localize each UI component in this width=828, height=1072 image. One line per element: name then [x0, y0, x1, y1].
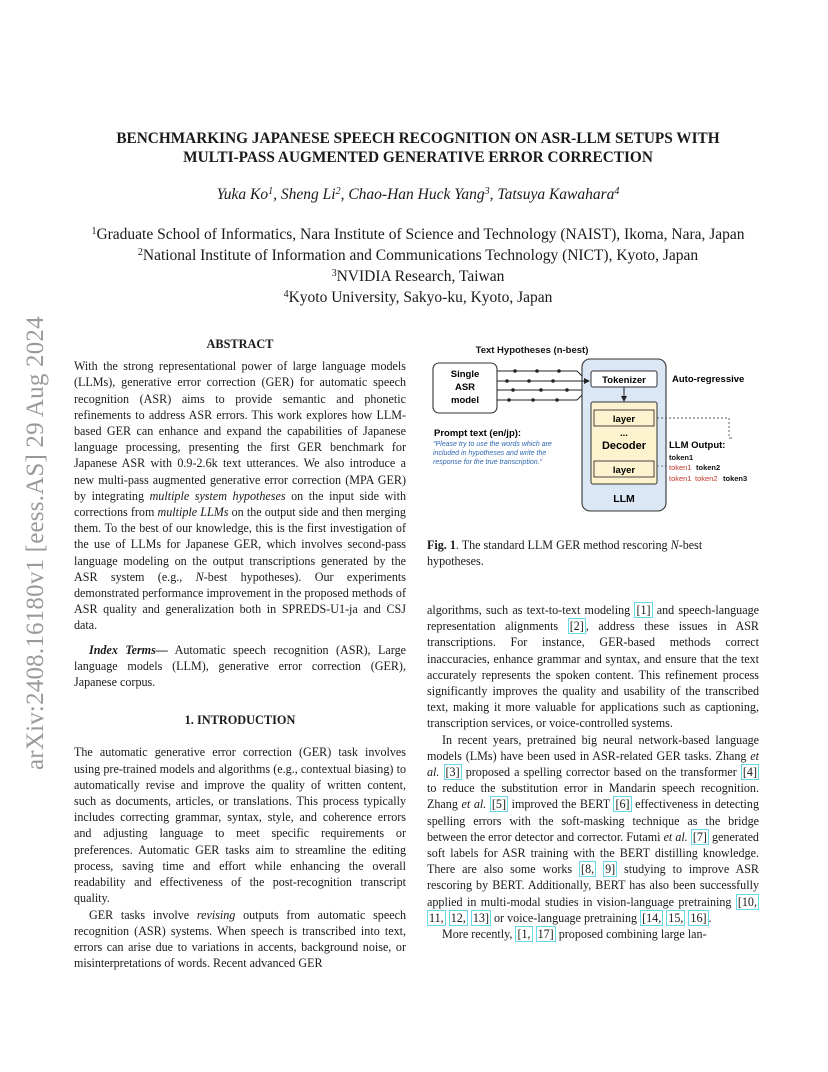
citation-link[interactable]: [14,: [642, 910, 662, 925]
svg-text:...: ...: [620, 428, 628, 439]
svg-text:LLM: LLM: [613, 493, 635, 505]
left-column: [74, 336, 406, 971]
svg-text:ASR: ASR: [454, 382, 476, 393]
title-line-2: MULTI-PASS AUGMENTED GENERATIVE ERROR CORRECTION: [183, 149, 653, 166]
svg-text:token3: token3: [723, 474, 748, 483]
author: Yuka Ko$^1$,: [216, 186, 281, 203]
figure-1: [427, 338, 759, 516]
llm-output-label: LLM Output:: [669, 440, 726, 451]
affiliations: [60, 224, 776, 308]
abstract-body: With the strong representational power of large language models (LLMs), generative error correction (GER) for automatic speech recognition (ASR) aims to provide semantic and phonetic refinements to address ASR errors. This work explores how LLM-based GER can enhance and expand the capabilities of Japanese language processing, presenting the first GER benchmark for Japanese ASR with 0.9-2.6k text utterances. We also introduce a new multi-pass augmented generative error correction (MPA GER) by integrating multiple system hypotheses on the input side with corrections from multiple LLMs on the output side and then merging them. To the best of our knowledge, this is the first investigation of the use of LLMs for Japanese GER, which involves second-pass language modeling on the output transcriptions generated by the ASR system (e.g., N-best hypotheses). Our experiments demonstrated performance improvement in the proposed methods of ASR quality and generalization both in SPREDS-U1-ja and CSJ data.: [74, 359, 406, 633]
affiliation: $^3$NVIDIA Research, Taiwan: [331, 268, 505, 285]
citation-link[interactable]: 16]: [690, 910, 707, 925]
token-dots: [505, 369, 569, 402]
svg-text:token2: token2: [695, 474, 718, 483]
citation-link[interactable]: [4]: [742, 765, 757, 780]
affiliation: $^2$National Institute of Information and Communications Technology (NICT), Kyoto, Japan: [137, 247, 699, 264]
figure-caption: Fig. 1. The standard LLM GER method rescoring N-best hypotheses.: [427, 538, 703, 569]
citation-link[interactable]: 13]: [472, 910, 489, 925]
svg-text:token2: token2: [696, 463, 721, 472]
svg-text:Tokenizer: Tokenizer: [602, 375, 646, 386]
svg-text:response for the true transcri: response for the true transcription.": [433, 459, 543, 466]
abstract-heading: ABSTRACT: [206, 337, 274, 351]
hypotheses-label: Text Hypotheses (n-best): [475, 345, 589, 356]
author: Chao-Han Huck Yang$^3$,: [348, 186, 498, 203]
affiliation: $^4$Kyoto University, Sakyo-ku, Kyoto, Japan: [283, 289, 553, 306]
right-paragraph-1: algorithms, such as text-to-text modeling [1] and speech-language representation alignments [2] , address these issues in ASR transcriptions. For instance, GER-based methods correct inaccuracies, enhance grammar and syntax, and ensure that the text accurately represents the spoken content. This refinement process significantly improves the quality and usability of the transcribed text, making it more valuable for applications such as captioning, transcription services, or voice-controlled systems.: [427, 603, 759, 731]
citation-link[interactable]: [8,: [581, 862, 595, 877]
citation-link[interactable]: 9]: [605, 862, 616, 877]
citation-link[interactable]: 17]: [537, 927, 554, 942]
citation-link[interactable]: [1]: [636, 603, 651, 617]
prompt-title: Prompt text (en/jp):: [434, 428, 522, 439]
svg-text:included in hypotheses and wri: included in hypotheses and write the: [433, 450, 547, 457]
citation-link[interactable]: [2]: [569, 619, 584, 634]
citation-link[interactable]: 11,: [429, 910, 444, 925]
right-column: [427, 602, 759, 942]
svg-text:token1: token1: [669, 453, 694, 462]
svg-text:"Please try to use the words w: "Please try to use the words which are: [433, 441, 552, 448]
arxiv-side-label: arXiv:2408.16180v1 [eess.AS] 29 Aug 2024: [22, 316, 49, 770]
intro-heading: 1. INTRODUCTION: [184, 713, 296, 728]
svg-text:layer: layer: [612, 465, 636, 476]
title-line-1: BENCHMARKING JAPANESE SPEECH RECOGNITION ON ASR-LLM SETUPS WITH: [116, 130, 720, 147]
auto-regressive-label: Auto-regressive: [672, 374, 745, 385]
svg-text:model: model: [451, 395, 479, 406]
citation-link[interactable]: [6]: [615, 797, 630, 812]
citation-link[interactable]: [7]: [692, 829, 707, 844]
ger-diagram: [427, 338, 759, 516]
citation-link[interactable]: [10,: [737, 894, 757, 909]
svg-text:token1: token1: [669, 463, 692, 472]
author: Sheng Li$^2$,: [280, 186, 349, 203]
svg-text:Decoder: Decoder: [601, 440, 647, 452]
citation-link[interactable]: [5]: [491, 797, 506, 812]
citation-link[interactable]: [3]: [445, 765, 460, 780]
author-list: [80, 186, 756, 204]
citation-link[interactable]: 12,: [450, 910, 466, 925]
citation-link[interactable]: [1,: [517, 927, 531, 942]
citation-link[interactable]: 15,: [668, 910, 684, 925]
right-paragraph-3: More recently, [1, 17] proposed combining large lan-: [442, 927, 707, 942]
svg-text:layer: layer: [612, 414, 636, 425]
svg-text:token1: token1: [669, 474, 692, 483]
hypothesis-lines: [497, 371, 593, 400]
index-terms: Index Terms— Automatic speech recognition (ASR), Large language models (LLM), generative error correction (GER), Japanese corpus.: [74, 642, 406, 690]
intro-paragraph-1: The automatic generative error correction (GER) task involves using pre-trained models and algorithms (e.g., contextual biasing) to automatically revise and improve the quality of written content, such as documents, articles, or translations. This process typically includes correcting grammar, syntax, style, and coherence errors and adjusting language to meet specific requirements or preferences. Automatic GER tasks aim to streamline the editing process, saving time and effort while enhancing the overall readability and effectiveness of the post-recognition transcript quality.: [74, 745, 406, 906]
right-paragraph-2: In recent years, pretrained big neural network-based language models (LMs) have been used in ASR-related GER tasks. Zhang et al. [3] proposed a spelling corrector based on the transformer [4] to reduce the substitution error in Mandarin speech recognition. Zhang et al. [5] improved the BERT [6] effectiveness in detecting spelling errors with the soft-masking technique as the bridge between the error detector and corrector. Futami et al. [7] generated soft labels for ASR training with the BERT distilling knowledge. There are also some works [8, 9] studying to improve ASR rescoring by BERT. Additionally, BERT has also been successfully applied in multi-modal studies in vision-language pretraining [10, 11, 12, 13] or voice-language pretraining [14, 15, 16] .: [427, 732, 760, 925]
author: Tatsuya Kawahara$^4$: [497, 186, 620, 203]
svg-text:Single: Single: [450, 369, 480, 380]
paper-title: [80, 129, 756, 167]
intro-paragraph-2: GER tasks involve revising outputs from automatic speech recognition (ASR) systems. When speech is transcribed into text, errors can arise due to variations in accents, background noise, or misinterpretations of words. Recent advanced GER: [74, 907, 406, 971]
affiliation: $^1$Graduate School of Informatics, Nara Institute of Science and Technology (NAIST), Ikoma, Nara, Japan: [91, 226, 745, 243]
